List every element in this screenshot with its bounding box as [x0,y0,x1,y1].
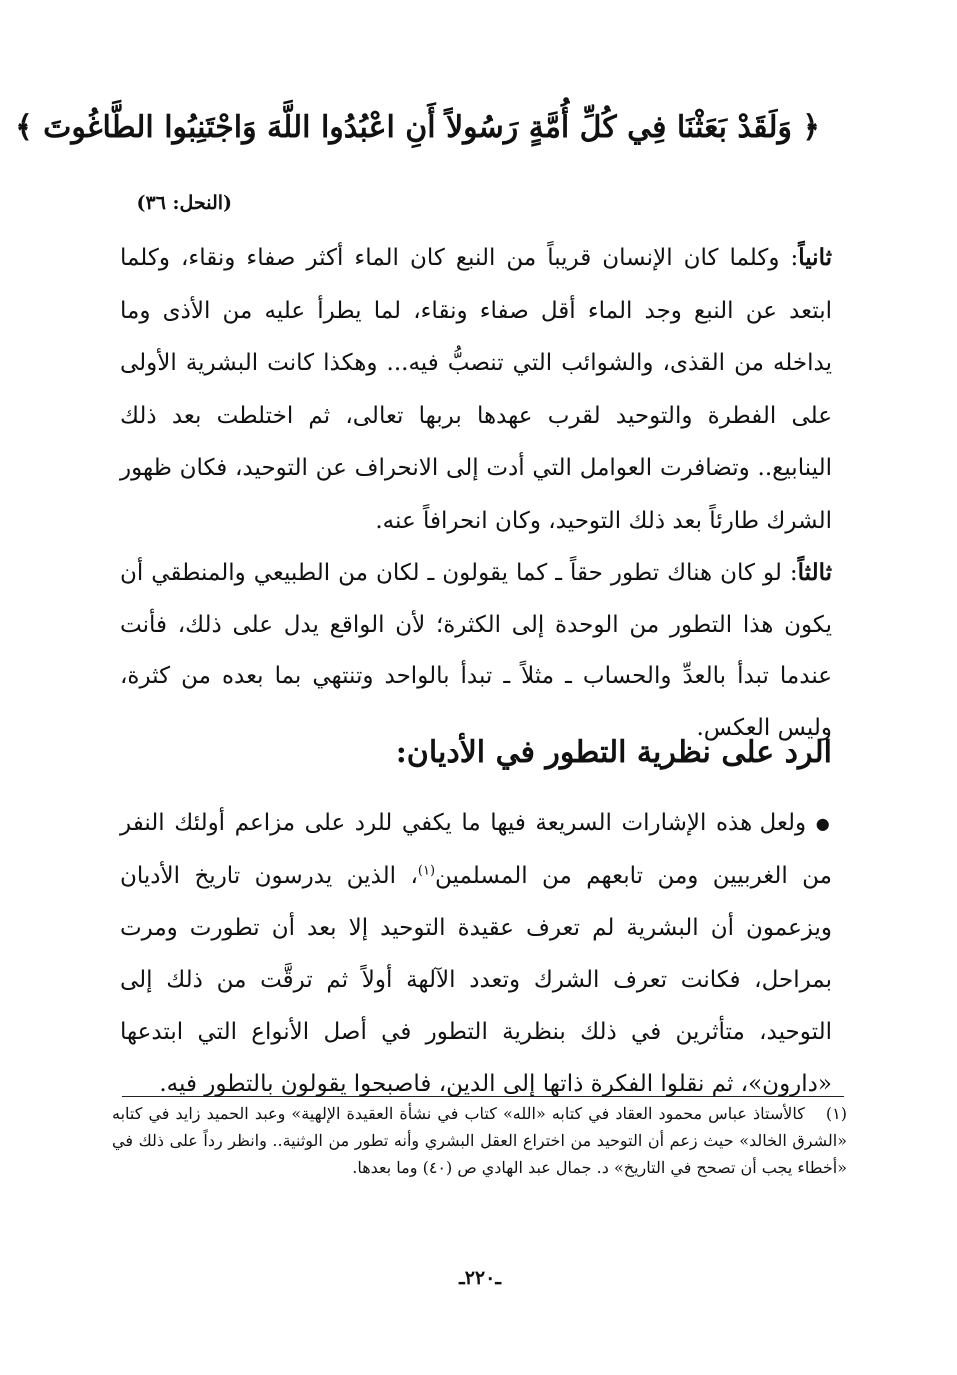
paragraph-text-second: : وكلما كان الإنسان قريباً من النبع كان الماء أكثر صفاء ونقاء، وكلما ابتعد عن النبع وجد الماء أقل صفاء ونقاء، لما يطرأ عليه من الأذى وما يداخله من القذى، والشوائب التي تنصبُّ فيه... وهكذا كانت البشرية الأولى على الفطرة والتوحيد لقرب عهدها بربها تعالى، ثم اختلطت بعد ذلك الينابيع.. وتضافرت العوامل التي أدت إلى الانحراف عن التوحيد، فكان ظهور الشرك طارئاً بعد ذلك التوحيد، وكان انحرافاً عنه. [120,245,832,534]
footnote-reference-marker[interactable]: (١) [417,863,436,879]
footnote-divider [122,1096,844,1097]
paragraph-text-refutation-part2: ، الذين يدرسون تاريخ الأديان ويزعمون أن البشرية لم تعرف عقيدة التوحيد إلا بعد أن تطورت ومرت بمراحل، فكانت تعرف الشرك وتعدد الآلهة أولاً ثم ترقَّت من ذلك إلى التوحيد، متأثرين في ذلك بنظرية التطور في أصل الأنواع التي ابتدعها «دارون»، ثم نقلوا الفكرة ذاتها إلى الدين، فاصبحوا يقولون بالتطور فيه. [120,863,832,1097]
paragraph-second-point [120,232,832,547]
footnote-text: كالأستاذ عباس محمود العقاد في كتابه «الله» كتاب في نشأة العقيدة الإلهية» وعبد الحميد زايد في كتابه «الشرق الخالد» حيث زعم أن التوحيد من اختراع العقل البشري وأنه تطور من الوثنية.. وانظر رداً على ذلك في «أخطاء يجب أن تصحح في التاريخ» د. جمال عبد الهادي ص (٤٠) وما بعدها. [112,1104,847,1177]
paragraph-text-refutation-part1: ولعل هذه الإشارات السريعة فيها ما يكفي للرد على مزاعم أولئك النفر من الغربيين ومن تابعهم من المسلمين [120,810,832,889]
footnote [112,1100,847,1181]
quran-verse: ﴿ وَلَقَدْ بَعَثْنَا فِي كُلِّ أُمَّةٍ رَسُولاً أَنِ اعْبُدُوا اللَّهَ وَاجْتَنِبُوا الطَّاغُوتَ ﴾ [15,110,820,145]
paragraph-text-third: : لو كان هناك تطور حقاً ـ كما يقولون ـ لكان من الطبيعي والمنطقي أن يكون هذا التطور من الوحدة إلى الكثرة؛ لأن الواقع يدل على ذلك، فأنت عندما تبدأ بالعدِّ والحساب ـ مثلاً ـ تبدأ بالواحد وتنتهي بما بعده من كثرة، وليس العكس. [120,560,832,741]
verse-reference: (النحل: ٣٦) [136,192,232,214]
paragraph-lead-third: ثالثاً [797,559,832,586]
section-heading: الرد على نظرية التطور في الأديان: [395,735,832,770]
bullet-icon: ● [815,814,832,833]
paragraph-third-point [120,547,832,754]
footnote-number: (١) [825,1104,847,1123]
page-number: ـ٢٢٠ـ [459,1267,501,1289]
paragraph-refutation [120,797,832,1110]
paragraph-lead-second: ثانياً [798,244,832,271]
